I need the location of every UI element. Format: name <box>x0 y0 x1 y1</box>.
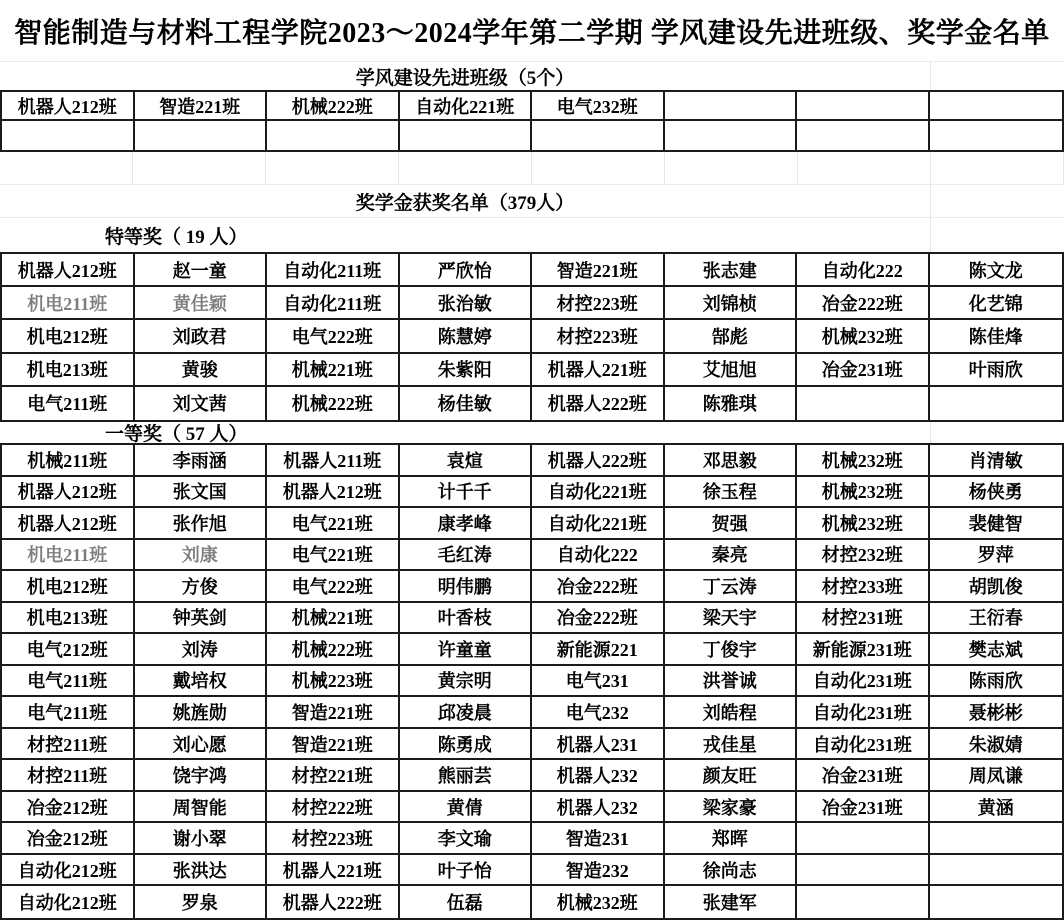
student-name-cell: 自动化221班 <box>400 92 533 121</box>
student-name-cell: 刘涛 <box>135 634 268 666</box>
award-tier-label-first: 一等奖（ 57 人） <box>0 422 931 443</box>
student-name-cell: 郜彪 <box>665 320 798 353</box>
class-cell: 冶金212班 <box>2 792 135 824</box>
class-cell: 自动化221班 <box>532 508 665 540</box>
class-cell: 电气221班 <box>267 508 400 540</box>
class-cell: 机器人232 <box>532 792 665 824</box>
table-advanced-classes <box>0 90 1064 152</box>
class-cell: 材控221班 <box>267 760 400 792</box>
class-cell: 自动化231班 <box>797 729 930 761</box>
student-name-cell: 陈佳烽 <box>930 320 1063 353</box>
class-cell: 智造231 <box>532 823 665 855</box>
class-cell: 冶金212班 <box>2 823 135 855</box>
student-name-cell: 秦亮 <box>665 540 798 572</box>
student-name-cell: 钟英剑 <box>135 603 268 635</box>
student-name-cell: 伍磊 <box>400 886 533 918</box>
student-name-cell: 明伟鹏 <box>400 571 533 603</box>
student-name-cell: 戎佳星 <box>665 729 798 761</box>
class-cell: 材控223班 <box>532 320 665 353</box>
empty-cell <box>532 121 665 150</box>
class-cell: 材控231班 <box>797 603 930 635</box>
class-cell: 冶金222班 <box>797 287 930 320</box>
student-name-cell: 周凤谦 <box>930 760 1063 792</box>
class-cell: 机电211班 <box>2 540 135 572</box>
student-name-cell: 徐玉程 <box>665 477 798 509</box>
student-name-cell: 张作旭 <box>135 508 268 540</box>
table-special-award <box>0 252 1064 422</box>
student-name-cell: 朱淑婧 <box>930 729 1063 761</box>
student-name-cell: 胡凯俊 <box>930 571 1063 603</box>
class-cell: 材控211班 <box>2 760 135 792</box>
class-cell: 机器人222班 <box>532 445 665 477</box>
student-name-cell: 刘政君 <box>135 320 268 353</box>
class-cell: 机器人231 <box>532 729 665 761</box>
empty-cell <box>930 855 1063 887</box>
class-cell: 自动化211班 <box>267 287 400 320</box>
student-name-cell: 黄宗明 <box>400 666 533 698</box>
student-name-cell: 杨侠勇 <box>930 477 1063 509</box>
student-name-cell: 陈文龙 <box>930 254 1063 287</box>
spacer-row <box>0 152 1064 185</box>
class-cell: 机械222班 <box>267 387 400 420</box>
student-name-cell: 丁云涛 <box>665 571 798 603</box>
class-cell: 机械232班 <box>532 886 665 918</box>
class-cell: 机器人212班 <box>2 508 135 540</box>
empty-cell <box>665 121 798 150</box>
empty-cell <box>797 855 930 887</box>
class-cell: 电气222班 <box>267 320 400 353</box>
class-cell: 机电213班 <box>2 603 135 635</box>
class-cell: 电气222班 <box>267 571 400 603</box>
class-cell: 电气211班 <box>2 697 135 729</box>
class-cell: 冶金222班 <box>532 571 665 603</box>
student-name-cell: 李雨涵 <box>135 445 268 477</box>
student-name-cell: 张文国 <box>135 477 268 509</box>
student-name-cell: 饶宇鸿 <box>135 760 268 792</box>
student-name-cell: 化艺锦 <box>930 287 1063 320</box>
class-cell: 电气232班 <box>532 92 665 121</box>
class-cell: 机器人212班 <box>2 477 135 509</box>
section-header-advanced-classes: 学风建设先进班级（5个） <box>0 62 931 90</box>
class-cell: 自动化231班 <box>797 697 930 729</box>
student-name-cell: 智造221班 <box>135 92 268 121</box>
class-cell: 冶金231班 <box>797 354 930 387</box>
student-name-cell: 刘心愿 <box>135 729 268 761</box>
class-cell: 冶金231班 <box>797 760 930 792</box>
empty-cell <box>930 823 1063 855</box>
student-name-cell: 袁煊 <box>400 445 533 477</box>
class-cell: 材控223班 <box>267 823 400 855</box>
student-name-cell: 赵一童 <box>135 254 268 287</box>
student-name-cell: 黄佳颖 <box>135 287 268 320</box>
student-name-cell: 叶子怡 <box>400 855 533 887</box>
bottom-margin <box>0 920 1064 924</box>
class-cell: 冶金222班 <box>532 603 665 635</box>
tier-band-special-award <box>0 218 1064 252</box>
student-name-cell: 周智能 <box>135 792 268 824</box>
class-cell: 机械232班 <box>797 445 930 477</box>
empty-cell <box>267 121 400 150</box>
student-name-cell: 李文瑜 <box>400 823 533 855</box>
empty-cell <box>665 92 798 121</box>
class-cell: 电气211班 <box>2 666 135 698</box>
student-name-cell: 张建军 <box>665 886 798 918</box>
student-name-cell: 张志建 <box>665 254 798 287</box>
student-name-cell: 聂彬彬 <box>930 697 1063 729</box>
award-tier-label-special: 特等奖（ 19 人） <box>0 218 931 252</box>
student-name-cell: 康孝峰 <box>400 508 533 540</box>
class-cell: 电气212班 <box>2 634 135 666</box>
class-cell: 机械221班 <box>267 354 400 387</box>
empty-cell <box>2 121 135 150</box>
student-name-cell: 毛红涛 <box>400 540 533 572</box>
class-cell: 机器人212班 <box>267 477 400 509</box>
class-cell: 智造232 <box>532 855 665 887</box>
class-cell: 机械232班 <box>797 477 930 509</box>
student-name-cell: 张治敏 <box>400 287 533 320</box>
class-cell: 电气211班 <box>2 387 135 420</box>
student-name-cell: 谢小翠 <box>135 823 268 855</box>
class-cell: 机电211班 <box>2 287 135 320</box>
student-name-cell: 洪誉诚 <box>665 666 798 698</box>
student-name-cell: 姚旌勋 <box>135 697 268 729</box>
student-name-cell: 陈雨欣 <box>930 666 1063 698</box>
student-name-cell: 黄倩 <box>400 792 533 824</box>
student-name-cell: 郑晖 <box>665 823 798 855</box>
class-cell: 自动化212班 <box>2 855 135 887</box>
section-band-scholarship <box>0 185 1064 218</box>
student-name-cell: 熊丽芸 <box>400 760 533 792</box>
empty-cell <box>797 886 930 918</box>
table-first-award <box>0 443 1064 920</box>
student-name-cell: 梁天宇 <box>665 603 798 635</box>
class-cell: 自动化222 <box>797 254 930 287</box>
class-cell: 自动化211班 <box>267 254 400 287</box>
class-cell: 机器人212班 <box>2 92 135 121</box>
class-cell: 机器人222班 <box>532 387 665 420</box>
student-name-cell: 肖清敏 <box>930 445 1063 477</box>
student-name-cell: 艾旭旭 <box>665 354 798 387</box>
student-name-cell: 邓思毅 <box>665 445 798 477</box>
student-name-cell: 刘文茜 <box>135 387 268 420</box>
class-cell: 自动化222 <box>532 540 665 572</box>
empty-cell <box>930 387 1063 420</box>
student-name-cell: 丁俊宇 <box>665 634 798 666</box>
student-name-cell: 许童童 <box>400 634 533 666</box>
student-name-cell: 裴健智 <box>930 508 1063 540</box>
class-cell: 智造221班 <box>267 697 400 729</box>
class-cell: 机器人212班 <box>2 254 135 287</box>
empty-cell <box>797 823 930 855</box>
student-name-cell: 罗萍 <box>930 540 1063 572</box>
section-band-advanced-classes <box>0 62 1064 90</box>
student-name-cell: 叶雨欣 <box>930 354 1063 387</box>
student-name-cell: 刘锦桢 <box>665 287 798 320</box>
student-name-cell: 樊志斌 <box>930 634 1063 666</box>
student-name-cell: 张洪达 <box>135 855 268 887</box>
class-cell: 智造221班 <box>267 729 400 761</box>
student-name-cell: 刘皓程 <box>665 697 798 729</box>
class-cell: 机电213班 <box>2 354 135 387</box>
student-name-cell: 贺强 <box>665 508 798 540</box>
student-name-cell: 陈慧婷 <box>400 320 533 353</box>
student-name-cell: 刘康 <box>135 540 268 572</box>
student-name-cell: 罗泉 <box>135 886 268 918</box>
student-name-cell: 叶香枝 <box>400 603 533 635</box>
empty-cell <box>930 92 1063 121</box>
class-cell: 自动化221班 <box>532 477 665 509</box>
class-cell: 机电212班 <box>2 571 135 603</box>
class-cell: 机器人221班 <box>532 354 665 387</box>
student-name-cell: 计千千 <box>400 477 533 509</box>
class-cell: 新能源231班 <box>797 634 930 666</box>
class-cell: 材控232班 <box>797 540 930 572</box>
student-name-cell: 严欣怡 <box>400 254 533 287</box>
student-name-cell: 王衍春 <box>930 603 1063 635</box>
class-cell: 机械211班 <box>2 445 135 477</box>
student-name-cell: 颜友旺 <box>665 760 798 792</box>
empty-cell <box>797 121 930 150</box>
student-name-cell: 方俊 <box>135 571 268 603</box>
student-name-cell: 徐尚志 <box>665 855 798 887</box>
class-cell: 电气221班 <box>267 540 400 572</box>
empty-cell <box>797 387 930 420</box>
class-cell: 机械232班 <box>797 508 930 540</box>
empty-cell <box>797 92 930 121</box>
empty-cell <box>930 886 1063 918</box>
tier-band-first-award <box>0 422 1064 443</box>
student-name-cell: 杨佳敏 <box>400 387 533 420</box>
empty-cell <box>135 121 268 150</box>
student-name-cell: 戴培权 <box>135 666 268 698</box>
class-cell: 材控233班 <box>797 571 930 603</box>
student-name-cell: 陈雅琪 <box>665 387 798 420</box>
class-cell: 新能源221 <box>532 634 665 666</box>
class-cell: 机械222班 <box>267 634 400 666</box>
class-cell: 机电212班 <box>2 320 135 353</box>
student-name-cell: 陈勇成 <box>400 729 533 761</box>
student-name-cell: 黄骏 <box>135 354 268 387</box>
class-cell: 机器人222班 <box>267 886 400 918</box>
class-cell: 机械223班 <box>267 666 400 698</box>
class-cell: 材控211班 <box>2 729 135 761</box>
empty-cell <box>930 121 1063 150</box>
student-name-cell: 黄涵 <box>930 792 1063 824</box>
document-title: 智能制造与材料工程学院2023～2024学年第二学期 学风建设先进班级、奖学金名单 <box>0 0 1064 62</box>
section-header-scholarship: 奖学金获奖名单（379人） <box>0 185 931 217</box>
class-cell: 电气232 <box>532 697 665 729</box>
class-cell: 材控222班 <box>267 792 400 824</box>
class-cell: 材控223班 <box>532 287 665 320</box>
class-cell: 机器人221班 <box>267 855 400 887</box>
student-name-cell: 邱凌晨 <box>400 697 533 729</box>
class-cell: 自动化231班 <box>797 666 930 698</box>
class-cell: 电气231 <box>532 666 665 698</box>
class-cell: 机器人232 <box>532 760 665 792</box>
class-cell: 机器人211班 <box>267 445 400 477</box>
student-name-cell: 梁家豪 <box>665 792 798 824</box>
class-cell: 冶金231班 <box>797 792 930 824</box>
class-cell: 自动化212班 <box>2 886 135 918</box>
empty-cell <box>400 121 533 150</box>
class-cell: 机械221班 <box>267 603 400 635</box>
class-cell: 智造221班 <box>532 254 665 287</box>
class-cell: 机械222班 <box>267 92 400 121</box>
student-name-cell: 朱紫阳 <box>400 354 533 387</box>
class-cell: 机械232班 <box>797 320 930 353</box>
